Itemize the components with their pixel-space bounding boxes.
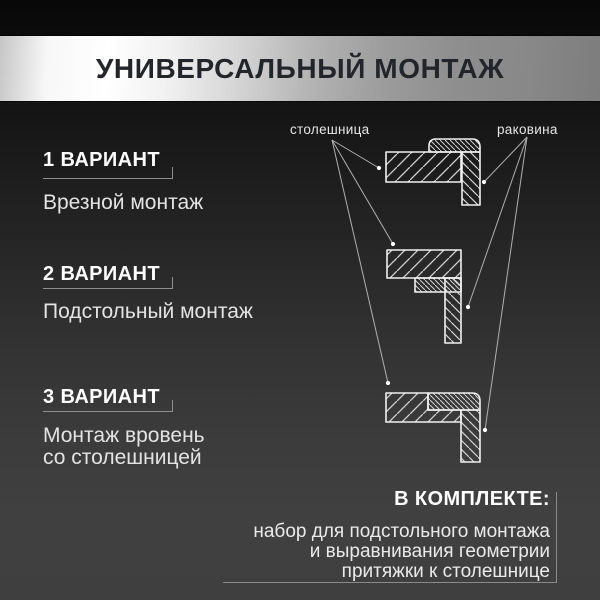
included-line-1: набор для подстольного монтажа [253,521,550,542]
sink-rim-section-3 [428,393,480,410]
variant-3-heading: 3 ВАРИАНТ [43,386,160,408]
page-title: УНИВЕРСАЛЬНЫЙ МОНТАЖ [95,52,505,84]
diagram-variant-3 [386,393,480,462]
header-banner [0,36,600,101]
included-line-2: и выравнивания геометрии [309,541,550,562]
included-block [210,488,550,582]
variant-1-description: Врезной монтаж [43,191,204,214]
included-line-3: притяжки к столешнице [341,561,550,582]
mounting-diagrams [280,115,600,480]
variant-2-description: Подстольный монтаж [43,300,253,323]
variant-3-description-line-1: Монтаж вровень [43,424,205,447]
countertop-label: столешница [290,122,370,137]
sink-rim-section-1 [429,139,480,152]
sink-wall-section-2 [445,278,461,343]
variant-1-rule [43,168,173,179]
countertop-section-1 [386,152,461,182]
diagram-variant-2 [387,250,461,343]
sink-wall-section-3 [461,410,480,462]
variant-2-rule [43,278,173,289]
variant-3-description-line-2: со столешницей [43,446,202,469]
countertop-section-2 [387,250,461,278]
sink-label: раковина [497,122,558,137]
included-title: В КОМПЛЕКТЕ: [394,488,550,510]
variant-3-rule [43,401,173,412]
variant-3-description [43,425,205,469]
diagram-variant-1 [386,139,480,205]
variant-2-heading: 2 ВАРИАНТ [43,263,160,285]
sink-wall-section-1 [462,152,480,205]
variant-1-heading: 1 ВАРИАНТ [43,149,160,171]
